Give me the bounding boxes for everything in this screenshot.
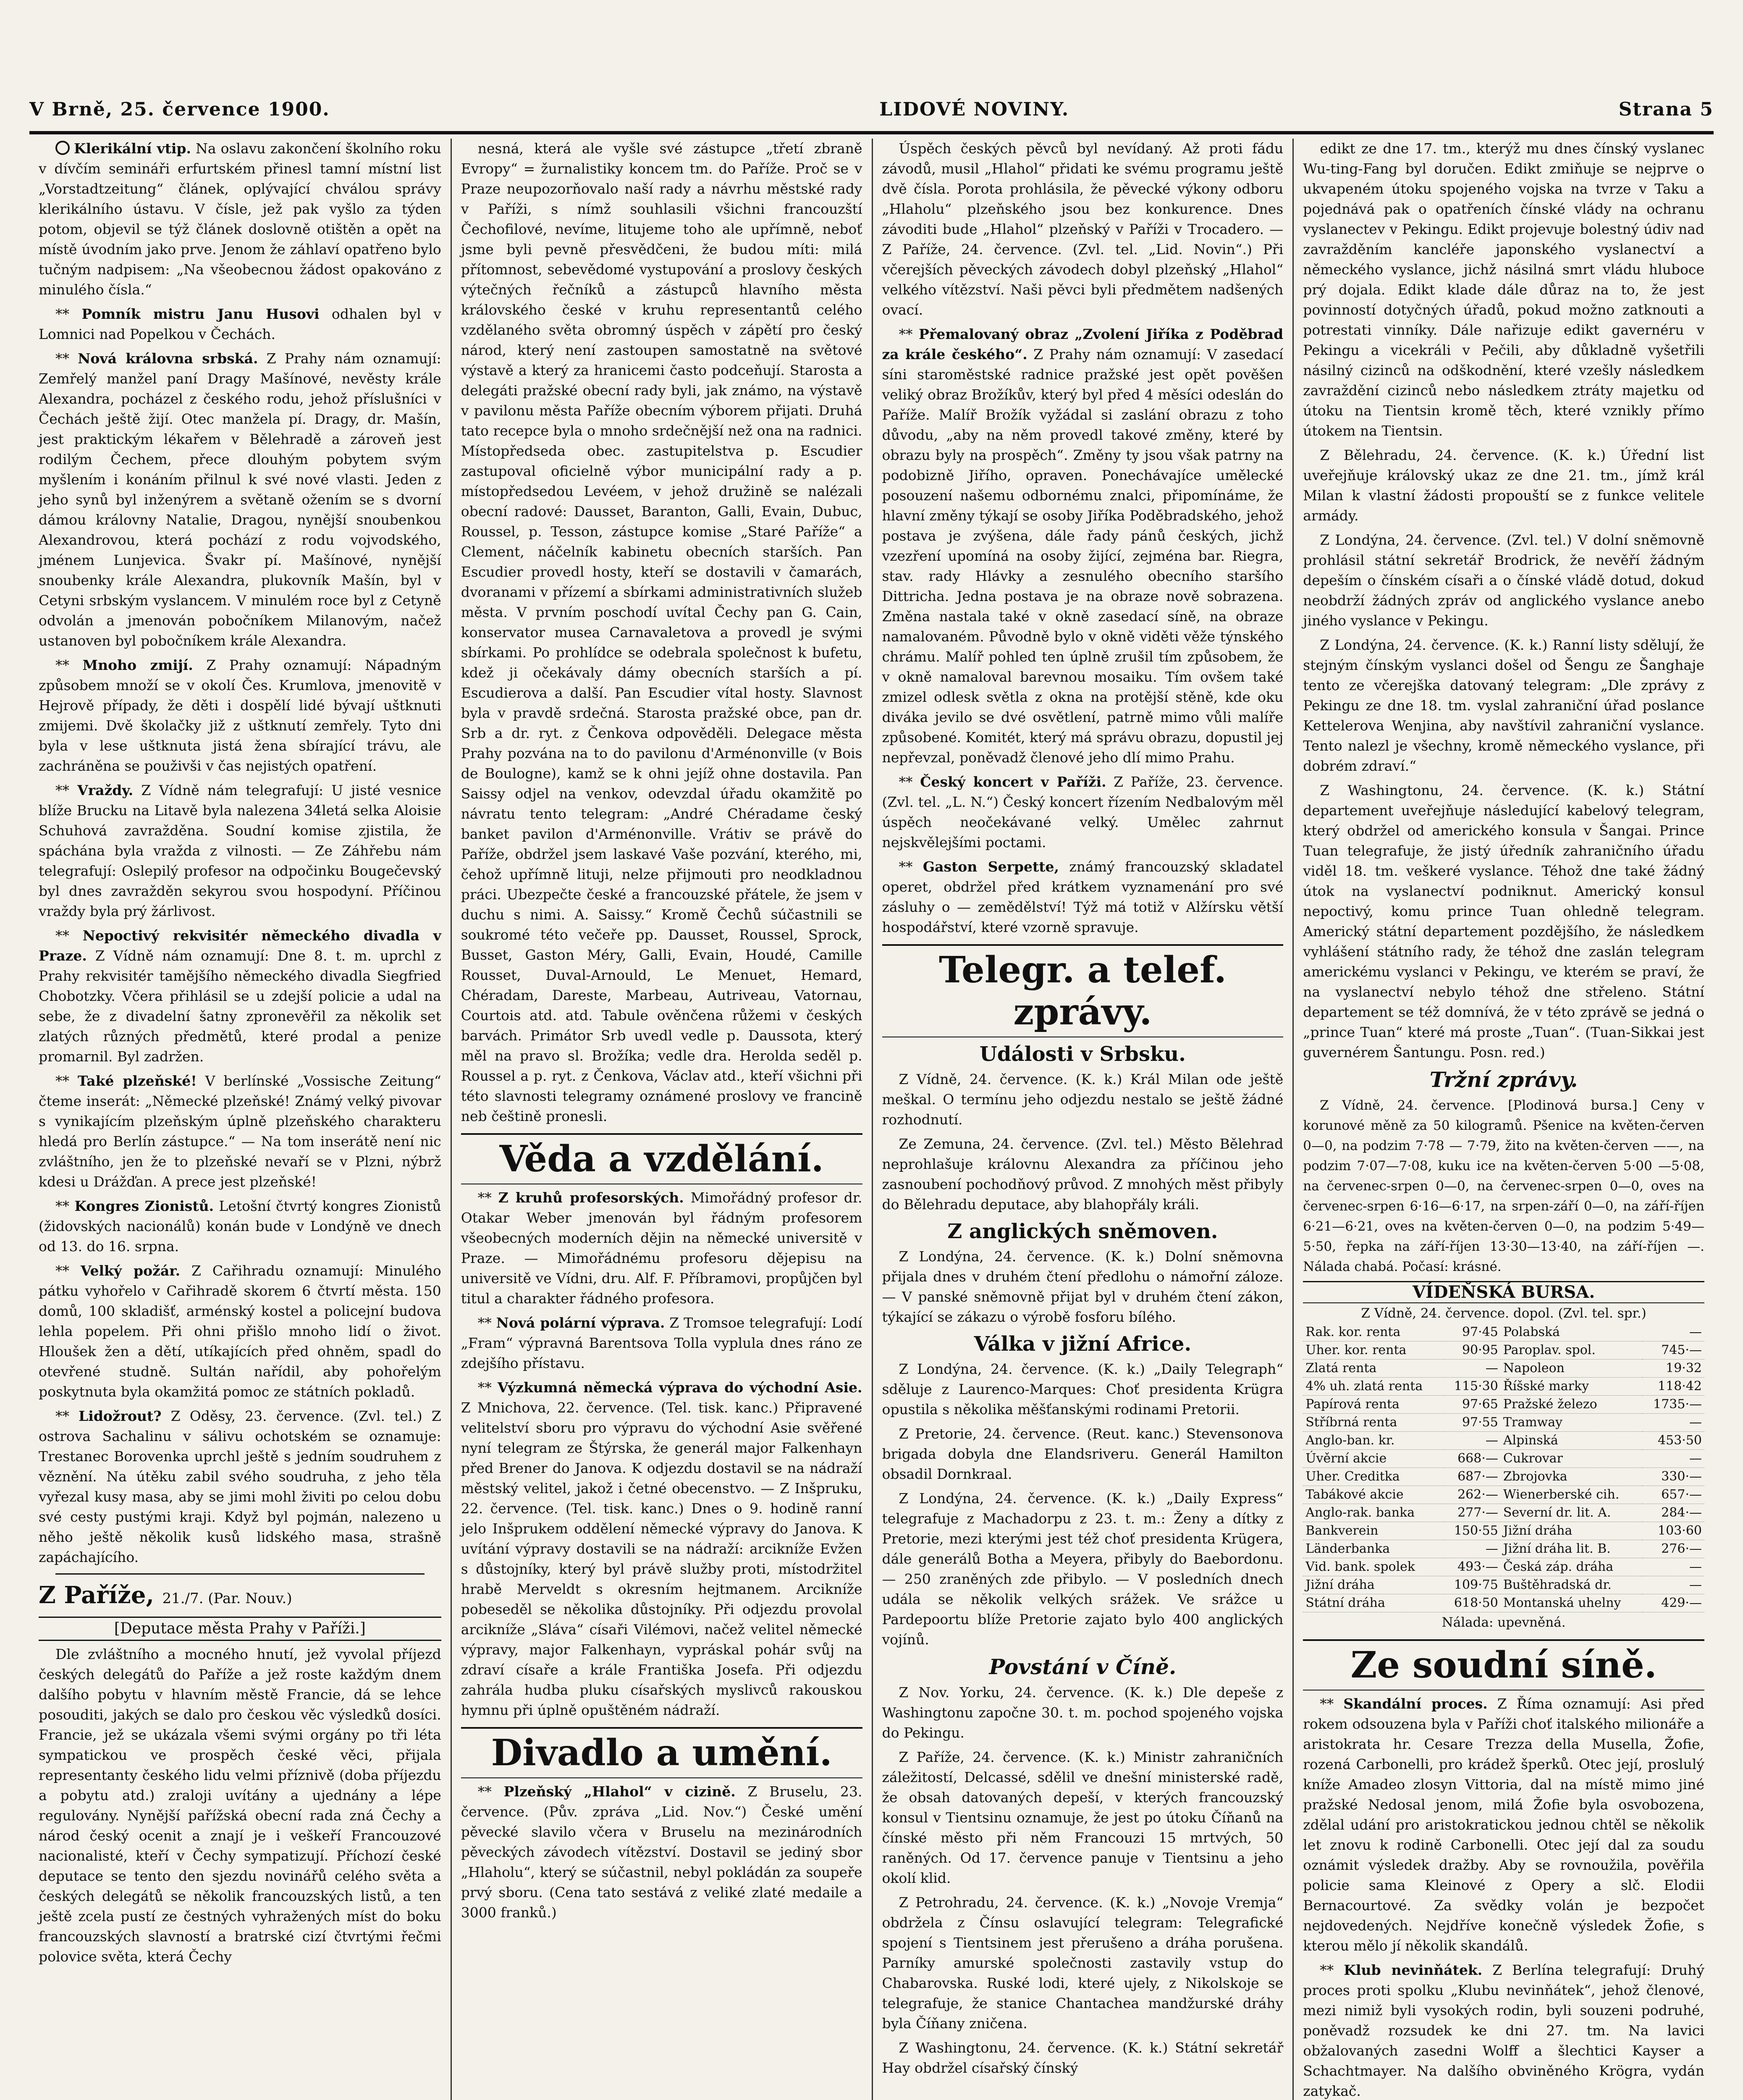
header-rule — [29, 131, 1714, 134]
item-text: Z Oděsy, 23. července. (Zvl. tel.) Z ostrova Sachalinu v sálivu ochotském se oznamuje: Trestanec Borovenka uprchl ještě s jedním soudruhem z věznění. Na útěku zabil svého soudruha, z jeho těla vyřezal kusy masa, aby se jimi mohl živiti po celou dobu své cesty pustými kraji. Když byl pojmán, nalezeno u něho ještě několik kusů lidského masa, strašně zapáchajícího. — [39, 1408, 441, 1565]
item-heading: Výzkumná německá výprava do východní Asie. — [497, 1379, 862, 1396]
item-text: V berlínské „Vossische Zeitung“ čteme inserát: „Německé plzeňské! Známý velký pivovar s vynikajícím plzeňským úplně plzeňského charakteru hledá pro Berlín zástupce.“ — Na tom inserátě není nic zvláštního, jen že to plzeňské nevaří se v Plzni, nýbrž kdesi u Drážďan. A prece jest plzeňské! — [39, 1073, 441, 1190]
bourse-price: 330·— — [1642, 1468, 1704, 1486]
bourse-table — [1303, 1323, 1704, 1612]
hlahol-continued: Úspěch českých pěvců byl nevídaný. Až proti fádu závodů, musil „Hlahol“ přidati ke svému programu ještě dvě čísla. Porota prohlásila, že pěvecké výkony odboru „Hlaholu“ plzeňského jsou bez konkurence. Dnes závoditi bude „Hlahol“ plzeňský v Paříži v Trocadero. — Z Paříže, 24. července. (Zvl. tel. „Lid. Novin“.) Při včerejších pěveckých závodech dobyl plzeňský „Hlahol“ velkého vítězství. Naši pěvci byli předmětem nadšených ovací. — [882, 140, 1284, 318]
bourse-security: Severní dr. lit. A. — [1501, 1504, 1643, 1522]
item-text: Z Vídně nám oznamují: Dne 8. t. m. uprchl z Prahy rekvisitér tamějšího německého divadla Siegfried Chobotzky. Včera přihlásil se u zdejší policie a udal na sebe, že z divadelní šatny zpronevěřil za několik set zlatých různých předmětů, které prodal a penize promarnil. Byl zadržen. — [39, 948, 441, 1065]
item-heading: Velký požár. — [80, 1263, 181, 1279]
bourse-price: — — [1642, 1576, 1704, 1594]
bourse-security: Uher. Creditka — [1303, 1468, 1444, 1486]
bourse-price: 657·— — [1642, 1486, 1704, 1504]
paris-subhead: [Deputace města Prahy v Paříži.] — [39, 1617, 441, 1641]
bourse-security: Tramway — [1501, 1414, 1643, 1432]
bourse-row — [1303, 1540, 1704, 1558]
bourse-price: — — [1642, 1414, 1704, 1432]
item-text: Mimořádný profesor dr. Otakar Weber jmenován byl řádným profesorem všeobecných moderních dějin na německé universitě v Praze. — Mimořádnému profesoru dějepisu na universitě ve Vídni, dru. Alf. F. Příbramovi, propůjčen byl titul a charakter řádného profesora. — [461, 1189, 862, 1307]
section-title-soud: Ze soudní síně. — [1303, 1639, 1704, 1690]
bourse-row — [1303, 1396, 1704, 1414]
bourse-price: 103·60 — [1642, 1522, 1704, 1540]
bourse-row — [1303, 1486, 1704, 1504]
bourse-price: 90·95 — [1444, 1341, 1501, 1360]
item-heading: Plzeňský „Hlahol“ v cizině. — [503, 1783, 736, 1800]
item-text: Letošní čtvrtý kongres Zionistů (židovských nacionálů) konán bude v Londýně ve dnech od 13. do 16. srpna. — [39, 1198, 441, 1255]
telegram-para: Z Washingtonu, 24. července. (K. k.) Státní sekretář Hay obdržel císařský čínský — [882, 2040, 1284, 2076]
bourse-price: 668·— — [1444, 1450, 1501, 1468]
item-heading: Nová královna srbská. — [78, 350, 258, 367]
bourse-security: Česká záp. dráha — [1501, 1558, 1643, 1576]
header-page-number: Strana 5 — [1618, 98, 1714, 120]
item-text: odhalen byl v Lomnici nad Popelkou v Čechách. — [39, 306, 441, 342]
item-heading: Mnoho zmijí. — [82, 657, 193, 673]
bourse-security: Tabákové akcie — [1303, 1486, 1444, 1504]
market-report: Z Vídně, 24. července. [Plodinová bursa.] Ceny v korunové měně za 50 kilogramů. Pšenice na květen-červen 0—0, na podzim 7·78 — 7·79, žito na květen-červen ——, na podzim 7·07—7·08, kuku ice na květen-červen 5·00 —5·08, na červenec-srpen 0—0, na červenec-srpen 0—0, oves na červenec-srpen 6·16—6·17, na srpen-září 0—0, na září-říjen 6·21—6·21, oves na květen-červen 0—0, na podzim 5·49—5·50, řepka na září-říjen 13·30—13·40, na září-říjen —. Nálada chabá. Počasí: krásné. — [1303, 1098, 1704, 1274]
item-heading: Klub nevinňátek. — [1344, 1962, 1483, 1978]
item-heading: Lidožrout? — [79, 1408, 162, 1424]
bourse-security: Cukrovar — [1501, 1450, 1643, 1468]
dateline-note: 21./7. (Par. Nouv.) — [162, 1590, 292, 1607]
news-item: ** Mnoho zmijí. Z Prahy oznamují: Nápadným způsobem množí se v okolí Čes. Krumlova, jmenovitě v Hejrově případy, že děti i dospělí lidé bývají uštknuti zmijemi. Dvě školačky již z uštknutí zemřely. Tyto dni byla v lese uštknuta jistá žena sbírající trávu, ale zachráněna se použivši v čas nejistých opatření. — [39, 657, 441, 774]
bourse-price: — — [1642, 1323, 1704, 1341]
columns — [29, 139, 1714, 2100]
section-title-divadlo: Divadlo a umění. — [461, 1727, 862, 1778]
item-text: Z Prahy oznamují: Nápadným způsobem množí se v okolí Čes. Krumlova, jmenovitě v Hejrově případy, že děti i dospělí lidé bývají uštknuti zmijemi. Dvě školačky již z uštknutí zemřely. Tyto dni byla v lese uštknuta jistá žena sbírající trávu, ale zachráněna se použivši v čas nejistých opatření. — [39, 657, 441, 774]
bourse-security: Napoleon — [1501, 1360, 1643, 1378]
bourse-note: Z Vídně, 24. července. dopol. (Zvl. tel. spr.) — [1361, 1306, 1646, 1321]
circle-marker-icon — [55, 141, 70, 155]
column-3 — [872, 139, 1293, 2100]
bourse-security: 4% uh. zlatá renta — [1303, 1378, 1444, 1396]
telegram-para: Z Londýna, 24. července. (K. k.) „Daily Telegraph“ sděluje z Laurenco-Marques: Choť presidenta Krügra opustila s několika měšťanskými rodinami Pretorii. — [882, 1361, 1284, 1418]
bourse-price: 1735·— — [1642, 1396, 1704, 1414]
bourse-title: VÍDEŇSKÁ BURSA. — [1303, 1281, 1704, 1303]
bourse-row — [1303, 1341, 1704, 1360]
item-heading: Pomník mistru Janu Husovi — [81, 306, 320, 322]
bourse-mood: Nálada: upevněná. — [1442, 1615, 1566, 1630]
news-item: ** Také plzeňské! V berlínské „Vossische Zeitung“ čteme inserát: „Německé plzeňské! Známý velký pivovar s vynikajícím plzeňským úplně plzeňského charakteru hledá pro Berlín zástupce.“ — Na tom inserátě není nic zvláštního, jen že to plzeňské nevaří se v Plzni, nýbrž kdesi u Drážďan. A prece jest plzeňské! — [39, 1073, 441, 1190]
bourse-row — [1303, 1594, 1704, 1612]
telegram-para: Z Bělehradu, 24. července. (K. k.) Úřední list uveřejňuje královský ukaz ze dne 21. tm., jímž král Milan k vlastní žádosti propouští se z funkce velitele armády. — [1303, 447, 1704, 524]
telegram-para: Ze Zemuna, 24. července. (Zvl. tel.) Město Bělehrad neprohlašuje královnu Alexandra za příčinou jeho zasnoubení pochodňový průvod. Z mnohých měst přibyly do Bělehradu deputace, aby blahopřály králi. — [882, 1136, 1284, 1213]
news-item: ** Vraždy. Z Vídně nám telegrafují: U jisté vesnice blíže Brucku na Litavě byla nalezena 34letá selka Aloisie Schuhová zavražděna. Soudní komise zjistila, že spáchána byla vražda z vilnosti. — Ze Záhřebu nám telegrafují: Oslepilý profesor na odpočinku Bougečevský byl dnes zavražděn sekyrou svou hospodyní. Příčinou vraždy byla prý žárlivost. — [39, 782, 441, 919]
section-title-telegr: Telegr. a telef. zprávy. — [882, 944, 1284, 1037]
bourse-row — [1303, 1323, 1704, 1341]
bourse-price: 284·— — [1642, 1504, 1704, 1522]
column-4 — [1292, 139, 1714, 2100]
bourse-price: 276·— — [1642, 1540, 1704, 1558]
bourse-price: 277·— — [1444, 1504, 1501, 1522]
bourse-price: 150·55 — [1444, 1522, 1501, 1540]
paris-report-continued: nesná, která ale vyšle své zástupce „třetí zbraně Evropy“ = žurnalistiky koncem tm. do Paříže. Proč se v Praze neupozorňovalo naší rady a návrhu městské rady v Paříži, s nímž souhlasili všichni francouzští Čechofilové, nevíme, litujeme toho ale upřímně, neboť jsme byli pevně přesvědčeni, že budou míti: milá přítomnost, sebevědomé vystupování a proslovy českých výtečných řečníků a zástupců hlavního města královského české v kruhu representantů celého vzdělaného světa obromný úspěch v zápětí pro český národ, který není zastoupen samostatně na světové výstavě a který za hranicemi často podceňují. Starosta a delegáti pražské obecní rady byli, jak známo, na výstavě v pavilonu města Paříže obecním výborem přijati. Druhá tato recepce byla o mnoho srdečnější než ona na radnici. Místopředseda obec. zastupitelstva p. Escudier zastupoval oficielně výbor municipální rady a p. místopředsedou Levéem, v jehož družině se nalézali obecní radové: Dausset, Baranton, Galli, Evain, Dubuc, Roussel, p. Tesson, zástupce komise „Staré Paříže“ a Clement, náčelník kabinetu obecních starších. Pan Escudier provedl hosty, kteří se dostavili v čamarách, dvoranami v přízemí a sbírkami administrativních služeb města. V prvním poschodí uvítal Čechy pan G. Cain, konservator musea Carnavaletova a provedl je svými sbírkami. Po prohlídce se odebrala společnost k bufetu, kdež ji očekávaly dámy obecních starších a pí. Escudierova a další. Pan Escudier vítal hosty. Slavnost byla v pravdě srdečná. Starosta pražské obce, pan dr. Srb a dr. ryt. z Čenkova odpověděli. Delegace města Prahy pozvána na to do pavilonu d'Arménonville (v Bois de Boulogne), kamž se k ohni jejíž ohne dostavila. Pan Saissy odjel na venkov, odevzdal úřadu okamžitě po návratu tento telegram: „André Chéradame český banket pavilon d'Arménonville. Vrátiv se právě do Paříže, obdržel jsem laskavé Vaše pozvání, kterého, mi, čehož upřímně lituji, nelze přijmouti pro neodkladnou práci. Ubezpečte české a francouzské přátele, že jsem v duchu s nimi. A. Saissy.“ Kromě Čechů súčastnili se soukromé této večeře pp. Dausset, Roussel, Sprock, Busset, Gaston Méry, Galli, Evain, Houdé, Camille Rousset, Duval-Arnould, Le Menuet, Hemard, Chéradam, Dareste, Marbeau, Autriveau, Vatornau, Courtois atd. atd. Tabule ověnčena růžemi v českých barvách. Primátor Srb uvedl vedle p. Daussota, který měl na pravo sl. Brožíka; vedle dra. Herolda seděl p. Roussel a p. ryt. z Čenkova, Václav atd., kteří všichni při této slavnosti telegramy oznámené proslovy ve francině neb češtině pronesli. — [461, 140, 862, 1124]
item-text: Z Tromsoe telegrafují: Lodí „Fram“ výpravná Barentsova Tolla vyplula dnes ráno ze zdejšího přístavu. — [461, 1315, 862, 1371]
bourse-row — [1303, 1504, 1704, 1522]
china-edict-continued: edikt ze dne 17. tm., kterýž mu dnes čínský vyslanec Wu-ting-Fang byl doručen. Edikt zmiňuje se nejprve o ukvapeném útoku spojeného vojska na tvrze v Taku a pojednává pak o opatřeních čínské vlády na ochranu vyslanectev v Pekingu. Edikt projevuje bolestný údiv nad zavražděním kancléře japonského vyslanectví a německého vyslance, jichž násilná smrt vládu hluboce prý dojala. Edikt klade dále důraz na to, že jest povinností dotyčných úřadů, pokud možno zatknouti a potrestati vinníky. Dále nařizuje edikt gavernéru v Pekingu a vicekráli v Pečili, aby důkladně vyšetřili násilný cizinců na odškodnění, které vzešly následkem zavraždění cizinců nebo následkem ztráty majetku od útoku na Tientsin kromě těch, které vznikly přímo útokem na Tientsin. — [1303, 140, 1704, 439]
bourse-price: — — [1642, 1558, 1704, 1576]
telegram-para: Z Londýna, 24. července. (K. k.) Dolní sněmovna přijala dnes v druhém čtení předlohu o námořní záloze. — V panské sněmovně přijat byl v druhém čtení zákon, týkající se zákazu o výrobě fosforu bílého. — [882, 1248, 1284, 1325]
subtitle: Události v Srbsku. — [979, 1042, 1186, 1066]
item-heading: Vraždy. — [77, 782, 134, 798]
header-date: V Brně, 25. července 1900. — [29, 98, 330, 120]
news-item: ** Lidožrout? Z Oděsy, 23. července. (Zvl. tel.) Z ostrova Sachalinu v sálivu ochotském se oznamuje: Trestanec Borovenka uprchl ještě s jedním soudruhem z věznění. Na útěku zabil svého soudruha, z jeho těla vyřezal kusy masa, aby se jimi mohl živiti po celou dobu své cesty pustými kraji. Když byl pojmán, nalezeno u něho ještě několik kusů lidského masa, strašně zapáchajícího. — [39, 1408, 441, 1565]
telegram-para: Z Paříže, 24. července. (K. k.) Ministr zahraničních záležitostí, Delcassé, sdělil ve dnešní ministerské radě, že obsah datovaných depeší, v kterých francouzský konsul v Tientsinu oznamuje, že jest po útoku Číňanů na čínské město při něm Francouzi 15 mrtvých, 50 raněných. Od 17. července panuje v Tientsinu a jeho okolí klid. — [882, 1749, 1284, 1886]
column-1 — [29, 139, 451, 2100]
bourse-price: 745·— — [1642, 1341, 1704, 1360]
news-item: ** Pomník mistru Janu Husovi odhalen byl v Lomnici nad Popelkou v Čechách. — [39, 306, 441, 342]
dateline-text: Z Paříže, — [39, 1581, 154, 1609]
item-text: Z Bruselu, 23. července. (Pův. zpráva „Lid. Nov.“) České umění pěvecké slavilo včera v Bruselu na mezinárodních pěveckých závodech vítězství. Dostavil se jediný sbor „Hlaholu“, který se súčastnil, nebyl pokládán za soupeře prvý sboru. (Cena tato sestává z veliké zlaté medaile a 3000 franků.) — [461, 1783, 862, 1921]
bourse-security: Polabská — [1501, 1323, 1643, 1341]
item-heading: Nepoctivý rekvisitér německého divadla v Praze. — [39, 927, 441, 964]
news-item: ** Nová polární výprava. Z Tromsoe telegrafují: Lodí „Fram“ výpravná Barentsova Tolla vyplula dnes ráno ze zdejšího přístavu. — [461, 1315, 862, 1371]
bourse-security: Montanská uhelny — [1501, 1594, 1643, 1612]
bourse-price: 453·50 — [1642, 1432, 1704, 1450]
item-heading: Přemalovaný obraz „Zvolení Jiříka z Poděbrad za krále českého“. — [882, 326, 1284, 362]
item-heading: Z kruhů profesorských. — [498, 1189, 684, 1206]
bourse-security: Jižní dráha lit. B. — [1501, 1540, 1643, 1558]
news-item: ** Velký požár. Z Cařihradu oznamují: Minulého pátku vyhořelo v Cařihradě skorem 6 čtvrtí města. 150 domů, 100 skladišť, arménský kostel a policejní budova lehla popelem. Při ohni přišlo mnoho lidí o život. Hloušek žen a dětí, utíkajících před ohněm, spadl do otevřené studně. Sultán nařídil, aby pohořelým poskytnuta byla okamžitá pomoc ze státních pokladů. — [39, 1263, 441, 1400]
item-heading: Také plzeňské! — [77, 1073, 197, 1089]
telegram-para: Z Londýna, 24. července. (Zvl. tel.) V dolní sněmovně prohlásil státní sekretář Brodrick, že nevěří žádným depeším o čínském císaři a o čínské vládě dotud, dokud neobdrží žádných zpráv od anglického vyslance anebo jiného vyslance v Pekingu. — [1303, 532, 1704, 629]
bourse-price: 97·65 — [1444, 1396, 1501, 1414]
subtitle: Povstání v Číně. — [989, 1654, 1177, 1679]
news-item — [39, 139, 441, 300]
bourse-security: Stříbrná renta — [1303, 1414, 1444, 1432]
bourse-row — [1303, 1558, 1704, 1576]
bourse-price: 493·— — [1444, 1558, 1501, 1576]
news-item: ** Plzeňský „Hlahol“ v cizině. Z Bruselu, 23. července. (Pův. zpráva „Lid. Nov.“) České umění pěvecké slavilo včera v Bruselu na mezinárodních pěveckých závodech vítězství. Dostavil se jediný sbor „Hlaholu“, který se súčastnil, nebyl pokládán za soupeře prvý sboru. (Cena tato sestává z veliké zlaté medaile a 3000 franků.) — [461, 1783, 862, 1921]
bourse-security: Anglo-ban. kr. — [1303, 1432, 1444, 1450]
item-text: Z Berlína telegrafují: Druhý proces proti spolku „Klubu nevinňátek“, jehož členové, mezi nimiž byli vysokých rodin, byli souzeni podruhé, poněvadž rozsudek ke dni 27. tm. Na lavici obžalovaných zasedni Wolff a šlechtici Kayser a Schachtmayer. Na dalšího obviněného Krögra, vydán zatykač. — [1303, 1962, 1704, 2099]
bourse-security: Uher. kor. renta — [1303, 1341, 1444, 1360]
item-heading: Gaston Serpette, — [923, 858, 1059, 875]
item-heading: Klerikální vtip. — [74, 140, 191, 157]
news-item: ** Výzkumná německá výprava do východní Asie. Z Mnichova, 22. července. (Tel. tisk. kanc.) Připravené velitelství sboru pro výpravu do východní Asie svěřené nyní telegram ze Štýrska, že generál major Falkenhayn před Brener do Janova. K odjezdu dostavil se na nádraží městský velitel, jakož i četné obecenstvo. — Z Inšpruku, 22. července. (Tel. tisk. kanc.) Dnes o 9. hodině ranní jelo Inšprukem oddělení německé výpravy do Janova. K uvítání výpravy dostavili se na nádraží: arcikníže Evžen s důstojníky, který byl právě služby proti, místodržitel hrabě Merveldt s okresním hejtmanem. Arcikníže pobeseděl se několika důstojníky. Při odjezdu provolal arcikníže „Sláva“ císaři Vilémovi, načež velitel německé výpravy, major Falkenhayn, vypráskal pohár svůj na zdraví císaře a krále Františka Josefa. Při odjezdu zahrála hudba pluku císařských myslivců rakouskou hymnu při úplně opuštěném nádraží. — [461, 1379, 862, 1718]
bourse-security: Úvěrní akcie — [1303, 1450, 1444, 1468]
telegram-para: Z Washingtonu, 24. července. (K. k.) Státní departement uveřejňuje následující kabelový telegram, který obdržel od amerického konsula v Šangai. Prince Tuan telegrafuje, že jistý úředník zahraničního úřadu viděl 18. tm. veškeré vyslance. Téhož dne také žádný útok na vyslanectví podniknut. Americký konsul nepoctivý, komu prince Tuan ohledně telegram. Americký státní departement pozdějšího, že následkem vyhlášení státního rady, že téhož dne zaslán telegram americkému vyslanci v Pekingu, ve kterém se praví, že na vyslanectví nebylo téhož dne střeleno. Státní departement se též domnívá, že v této zprávě se jedná o „prince Tuan“ které má proste „Tuan“. (Tuan-Sikkai jest guvernérem Šantungu. Posn. red.) — [1303, 782, 1704, 1060]
bourse-row — [1303, 1414, 1704, 1432]
bourse-price: 618·50 — [1444, 1594, 1501, 1612]
bourse-price: 118·42 — [1642, 1378, 1704, 1396]
subtitle: Válka v jižní Africe. — [974, 1332, 1192, 1356]
bourse-price: — — [1444, 1432, 1501, 1450]
bourse-security: Bankverein — [1303, 1522, 1444, 1540]
bourse-security: Paroplav. spol. — [1501, 1341, 1643, 1360]
bourse-price: 262·— — [1444, 1486, 1501, 1504]
bourse-security: Alpinská — [1501, 1432, 1643, 1450]
news-item: ** Přemalovaný obraz „Zvolení Jiříka z Poděbrad za krále českého“. Z Prahy nám oznamují: V zasedací síni staroměstské radnice pražské jest opět pověšen veliký obraz Brožíkův, který byl před 4 měsíci odeslán do Paříže. Malíř Brožík vyžádal si zaslání obrazu z toho důvodu, „aby na něm provedl takové změny, které by obrazu byly na prospěch“. Změny ty jsou však patrny na podobizně Jiřího, opraven. Ponechávajíce umělecké posouzení našemu odbornému znalci, připomínáme, že hlavní změny týkají se osoby Jiříka Poděbradského, jehož postava je zvýšena, dále řady pánů českých, jichž vzezření upomíná na osoby žijící, zejména bar. Riegra, stav. rady Hlávky a zesnulého obecního staršího Dittricha. Jedna postava je na obraze nově sobrazena. Změna nastala také v okně zasedací síně, na obraze namalovaném. Původně bylo v okně viděti věže týnského chrámu. Malíř pohled ten úplně zrušil tím způsobem, že v okně namaloval barevnou mosaiku. Tím ovšem také zmizel odlesk světla z okna na protější stěně, kde oku diváka jevilo se dvé osvětlení, patrně mimo vůli malíře způsobené. Komitét, který má správu obrazu, dopustil jej nepřevzal, poněvadž členové jeho dlí mimo Prahu. — [882, 326, 1284, 766]
bourse-price: 115·30 — [1444, 1378, 1501, 1396]
bourse-security: Zbrojovka — [1501, 1468, 1643, 1486]
bourse-security: Říšské marky — [1501, 1378, 1643, 1396]
bourse-row — [1303, 1360, 1704, 1378]
telegram-para: Z Nov. Yorku, 24. července. (K. k.) Dle depeše z Washingtonu započne 30. t. m. pochod spojeného vojska do Pekingu. — [882, 1684, 1284, 1741]
telegram-para: Z Pretorie, 24. července. (Reut. kanc.) Stevensonova brigada dobyla dne Elandsriveru. Generál Hamilton obsadil Dornkraal. — [882, 1425, 1284, 1482]
bourse-table-body — [1303, 1323, 1704, 1612]
item-heading: Nová polární výprava. — [496, 1315, 665, 1331]
bourse-security: Buštěhradská dr. — [1501, 1576, 1643, 1594]
subtitle: Z anglických sněmoven. — [947, 1220, 1218, 1243]
item-text: Z Prahy nám oznamují: V zasedací síni staroměstské radnice pražské jest opět pověšen veliký obraz Brožíkův, který byl před 4 měsíci odeslán do Paříže. Malíř Brožík vyžádal si zaslání obrazu z toho důvodu, „aby na něm provedl takové změny, které by obrazu byly na prospěch“. Změny ty jsou však patrny na podobizně Jiřího, opraven. Ponechávajíce umělecké posouzení našemu odbornému znalci, připomínáme, že hlavní změny týkají se osoby Jiříka Poděbradského, jehož postava je zvýšena, dále řady pánů českých, jichž vzezření upomíná na osoby žijící, zejména bar. Riegra, stav. rady Hlávky a zesnulého obecního staršího Dittricha. Jedna postava je na obraze nově sobrazena. Změna nastala také v okně zasedací síně, na obraze namalovaném. Původně bylo v okně viděti věže týnského chrámu. Malíř pohled ten úplně zrušil tím způsobem, že v okně namaloval barevnou mosaiku. Tím ovšem také zmizel odlesk světla z okna na protější stěně, kde oku diváka jevilo se dvé osvětlení, patrně mimo vůli malíře způsobené. Komitét, který má správu obrazu, dopustil jej nepřevzal, poněvadž členové jeho dlí mimo Prahu. — [882, 346, 1284, 766]
bourse-security: Wienerberské cih. — [1501, 1486, 1643, 1504]
bourse-security: Vid. bank. spolek — [1303, 1558, 1444, 1576]
paris-dateline — [39, 1580, 441, 1613]
item-heading: Kongres Zionistů. — [74, 1198, 214, 1214]
telegram-para: Z Petrohradu, 24. července. (K. k.) „Novoje Vremja“ obdržela z Čínsu oslavující telegram: Telegrafické spojení s Tientsinem jest přerušeno a dráha porušena. Parníky amurské společnosti zastavily vstup do Chabarovska. Ruské lodi, které ujely, z Nikolskoje se telegrafuje, že stanice Chantachea mandžurské dráhy byla Číňany zničena. — [882, 1894, 1284, 2032]
item-text: známý francouzský skladatel operet, obdržel před krátkem vyznamenání pro své zásluhy o — zemědělství! Týž má totiž v Alžírsku větší hospodářství, které vzorně spravuje. — [882, 858, 1284, 935]
bourse-row — [1303, 1522, 1704, 1540]
bourse-row — [1303, 1432, 1704, 1450]
bourse-price: 97·45 — [1444, 1323, 1501, 1341]
item-heading: Skandální proces. — [1343, 1696, 1488, 1712]
section-title-veda: Věda a vzdělání. — [461, 1133, 862, 1184]
page-header — [29, 88, 1714, 130]
bourse-security: Anglo-rak. banka — [1303, 1504, 1444, 1522]
news-item: ** Český koncert v Paříži. Z Paříže, 23. července. (Zvl. tel. „L. N.“) Český koncert řízením Nedbalovým měl úspěch neočekávané velký. Umělec zahrnut nejskvělejšími poctami. — [882, 774, 1284, 850]
news-item: ** Gaston Serpette, známý francouzský skladatel operet, obdržel před krátkem vyznamenání pro své zásluhy o — zemědělství! Týž má totiž v Alžírsku větší hospodářství, které vzorně spravuje. — [882, 858, 1284, 935]
bourse-price: — — [1444, 1360, 1501, 1378]
bourse-price: 687·— — [1444, 1468, 1501, 1486]
bourse-row — [1303, 1450, 1704, 1468]
item-text: Z Říma oznamují: Asi před rokem odsouzena byla v Paříži choť italského milionáře a aristokrata hr. Cesare Trezza della Musella, Žofie, rozená Carbonelli, pro krádež šperků. Otec její, proslulý kníže Amadeo zlosyn Vittoria, dal na místě mimo jiné pražské Nedosal jenom, milá Žofie byla osvobozena, zdělal udání pro aristokratickou jednou chtěl se několik let znovu k rodině Carbonelli. Otec její dal za soudu oznámit výsledek dražby. Aby se rovnoužila, pověřila policie sama Kleinové z Opery a slč. Elodii Bernacourtové. Za svědky volán je bezpočet nejdovedených. Nejdříve konečně výsledek Žofie, s kterou mělo jí několik skandálů. — [1303, 1696, 1704, 1954]
section-title-trh: Tržní zprávy. — [1429, 1067, 1578, 1092]
bourse-price: — — [1444, 1540, 1501, 1558]
bourse-row — [1303, 1378, 1704, 1396]
bourse-price: — — [1642, 1450, 1704, 1468]
header-masthead: LIDOVÉ NOVINY. — [879, 98, 1069, 120]
news-item: ** Klub nevinňátek. Z Berlína telegrafují: Druhý proces proti spolku „Klubu nevinňátek“, jehož členové, mezi nimiž byli vysokých rodin, byli souzeni podruhé, poněvadž rozsudek ke dni 27. tm. Na lavici obžalovaných zasedni Wolff a šlechtici Kayser a Schachtmayer. Na dalšího obviněného Krögra, vydán zatykač. — [1303, 1962, 1704, 2099]
news-item: ** Nepoctivý rekvisitér německého divadla v Praze. Z Vídně nám oznamují: Dne 8. t. m. uprchl z Prahy rekvisitér tamějšího německého divadla Siegfried Chobotzky. Včera přihlásil se u zdejší policie a udal na sebe, že z divadelní šatny zpronevěřil za několik set zlatých různých předmětů, které prodal a penize promarnil. Byl zadržen. — [39, 927, 441, 1065]
news-item: ** Nová královna srbská. Z Prahy nám oznamují: Zemřelý manžel paní Dragy Mašínové, nevěsty krále Alexandra, pocházel z českého rodu, jehož příslušníci v Čechách ještě žijí. Otec manžela pí. Dragy, dr. Mašín, jest praktickým lékařem v Bělehradě a zároveň jest rodilým Čechem, přece dlouhým pobytem svým myšlením i konáním přilnul k své nové vlasti. Jeden z jeho synů byl inženýrem a světaně ožením se s dvorní dámou královny Natalie, Dragou, nynější snoubenkou Alexandrovou, která pochází z rodu vojvodského, jménem Lunjevica. Švakr pí. Mašínové, nynější snoubenky krále Alexandra, plukovník Mašín, byl v Cetyni srbským vyslancem. V minulém roce byl z Cetyně odvolán a jmenován pobočníkem Milanovým, načež ustanoven byl pobočníkem krále Alexandra. — [39, 350, 441, 649]
item-text: Z Paříže, 23. července. (Zvl. tel. „L. N.“) Český koncert řízením Nedbalovým měl úspěch neočekávané velký. Umělec zahrnut nejskvělejšími poctami. — [882, 774, 1284, 850]
bourse-security: Länderbanka — [1303, 1540, 1444, 1558]
bourse-security: Jižní dráha — [1501, 1522, 1643, 1540]
bourse-row — [1303, 1468, 1704, 1486]
bourse-security: Státní dráha — [1303, 1594, 1444, 1612]
bourse-row — [1303, 1576, 1704, 1594]
item-text: Z Vídně nám telegrafují: U jisté vesnice blíže Brucku na Litavě byla nalezena 34letá selka Aloisie Schuhová zavražděna. Soudní komise zjistila, že spáchána byla vražda z vilnosti. — Ze Záhřebu nám telegrafují: Oslepilý profesor na odpočinku Bougečevský byl dnes zavražděn sekyrou svou hospodyní. Příčinou vraždy byla prý žárlivost. — [39, 782, 441, 919]
bourse-price: 97·55 — [1444, 1414, 1501, 1432]
item-text: Z Prahy nám oznamují: Zemřelý manžel paní Dragy Mašínové, nevěsty krále Alexandra, pocházel z českého rodu, jehož příslušníci v Čechách ještě žijí. Otec manžela pí. Dragy, dr. Mašín, jest praktickým lékařem v Bělehradě a zároveň jest rodilým Čechem, přece dlouhým pobytem svým myšlením i konáním přilnul k své nové vlasti. Jeden z jeho synů byl inženýrem a světaně ožením se s dvorní dámou královny Natalie, Dragou, nynější snoubenkou Alexandrovou, která pochází z rodu vojvodského, jménem Lunjevica. Švakr pí. Mašínové, nynější snoubenky krále Alexandra, plukovník Mašín, byl v Cetyni srbským vyslancem. V minulém roce byl z Cetyně odvolán a jmenován pobočníkem Milanovým, načež ustanoven byl pobočníkem krále Alexandra. — [39, 350, 441, 649]
column-2 — [451, 139, 872, 2100]
paris-report: Dle zvláštního a mocného hnutí, jež vyvolal příjezd českých delegátů do Paříže a jež roste každým dnem dalšího pobytu v hlavním městě Francie, dá se lehce posouditi, jakých se dalo pro českou věc výsledků dosíci. Francie, jež se ukázala všemi svými orgány po tři léta sympatickou ve prospěch české věci, přijala representanty českého lidu velmi příznivě (doba příjezdu a pobytu atd.) zraloji uvítány a ujednány a lépe regulovány. Nynější pařížská obecní rada zná Čechy a národ český ocenit a znají je i veškeří Francouzové nacionalisté, kteří v Čechy sympatizují. Příchozí české deputace se tento den sjezdu novinářů celého světa a českých delegátů se několik francouzských listů, a ten ještě zcela pustí ze čestných vyhražených míst do boku francouzských slavností a bratrské cizí čtvrtými řečmi polovice světa, která Čechy — [39, 1646, 441, 1965]
telegram-para: Z Londýna, 24. července. (K. k.) „Daily Express“ telegrafuje z Machadorpu z 23. t. m.: Ženy a dítky z Pretorie, mezi kterými jest též choť presidenta Krügera, dále generálů Botha a Meyera, přibyly do Baebordonu. — 250 zraněných zde přibylo. — V posledních dnech udála se několik velkých srážek. Ve srážce u Pardepoortu blíže Pretorie zajato bylo 400 anglických vojínů. — [882, 1490, 1284, 1648]
news-item: ** Z kruhů profesorských. Mimořádný profesor dr. Otakar Weber jmenován byl řádným profesorem všeobecných moderních dějin na německé universitě v Praze. — Mimořádnému profesoru dějepisu na universitě ve Vídni, dru. Alf. F. Příbramovi, propůjčen byl titul a charakter řádného profesora. — [461, 1189, 862, 1307]
bourse-security: Jižní dráha — [1303, 1576, 1444, 1594]
bourse-price: 429·— — [1642, 1594, 1704, 1612]
item-text: Z Cařihradu oznamují: Minulého pátku vyhořelo v Cařihradě skorem 6 čtvrtí města. 150 domů, 100 skladišť, arménský kostel a policejní budova lehla popelem. Při ohni přišlo mnoho lidí o život. Hloušek žen a dětí, utíkajících před ohněm, spadl do otevřené studně. Sultán nařídil, aby pohořelým poskytnuta byla okamžitá pomoc ze státních pokladů. — [39, 1263, 441, 1400]
section-divider — [55, 1573, 425, 1575]
telegram-para: Z Vídně, 24. července. (K. k.) Král Milan ode ještě meškal. O termínu jeho odjezdu nestalo se ještě žádné rozhodnutí. — [882, 1071, 1284, 1128]
news-item: ** Kongres Zionistů. Letošní čtvrtý kongres Zionistů (židovských nacionálů) konán bude v Londýně ve dnech od 13. do 16. srpna. — [39, 1198, 441, 1255]
item-heading: Český koncert v Paříži. — [920, 774, 1106, 790]
bourse-security: Pražské železo — [1501, 1396, 1643, 1414]
bourse-security: Rak. kor. renta — [1303, 1323, 1444, 1341]
telegram-para: Z Londýna, 24. července. (K. k.) Ranní listy sdělují, že stejným čínským vyslanci došel od Šengu ze Šanghaje tento ze včerejška datovaný telegram: „Dle zprávy z Pekingu ze dne 18. tm. vyslal zahraniční úřad poslance Kettelerova Wenjina, aby navštívil zahraniční vyslance. Tento nalezl je všechny, kromě německého vyslance, při dobrém zdraví.“ — [1303, 637, 1704, 774]
bourse-price: 19·32 — [1642, 1360, 1704, 1378]
item-text: Na oslavu zakončení školního roku v dívčím semináři erfurtském přinesl tamní místní list „Vorstadtzeitung“ článek, oplývající chválou správy klerikálního ústavu. V čísle, jež pak vyšlo za týden potom, objevil se týž článek doslovně otištěn a opět na místě úvodním jako prve. Jenom že záhlaví opatřeno bylo tučným nadpisem: „Na všeobecnou žádost opakováno z minulého čísla.“ — [39, 140, 441, 298]
bourse-security: Papírová renta — [1303, 1396, 1444, 1414]
bourse-price: 109·75 — [1444, 1576, 1501, 1594]
item-text: Z Mnichova, 22. července. (Tel. tisk. kanc.) Připravené velitelství sboru pro výpravu do východní Asie svěřené nyní telegram ze Štýrska, že generál major Falkenhayn před Brener do Janova. K odjezdu dostavil se na nádraží městský velitel, jakož i četné obecenstvo. — Z Inšpruku, 22. července. (Tel. tisk. kanc.) Dnes o 9. hodině ranní jelo Inšprukem oddělení německé výpravy do Janova. K uvítání výpravy dostavili se na nádraží: arcikníže Evžen s důstojníky, který byl právě služby proti, místodržitel hrabě Merveldt s okresním hejtmanem. Arcikníže pobeseděl se několika důstojníky. Při odjezdu provolal arcikníže „Sláva“ císaři Vilémovi, načež velitel německé výpravy, major Falkenhayn, vypráskal pohár svůj na zdraví císaře a krále Františka Josefa. Při odjezdu zahrála hudba pluku císařských myslivců rakouskou hymnu při úplně opuštěném nádraží. — [461, 1399, 862, 1718]
news-item: ** Skandální proces. Z Říma oznamují: Asi před rokem odsouzena byla v Paříži choť italského milionáře a aristokrata hr. Cesare Trezza della Musella, Žofie, rozená Carbonelli, pro krádež šperků. Otec její, proslulý kníže Amadeo zlosyn Vittoria, dal na místě mimo jiné pražské Nedosal jenom, milá Žofie byla osvobozena, zdělal udání pro aristokratickou jednou chtěl se několik let znovu k rodině Carbonelli. Otec její dal za soudu oznámit výsledek dražby. Aby se rovnoužila, pověřila policie sama Kleinové z Opery a slč. Elodii Bernacourtové. Za svědky volán je bezpočet nejdovedených. Nejdříve konečně výsledek Žofie, s kterou mělo jí několik skandálů. — [1303, 1696, 1704, 1954]
bourse-security: Zlatá renta — [1303, 1360, 1444, 1378]
